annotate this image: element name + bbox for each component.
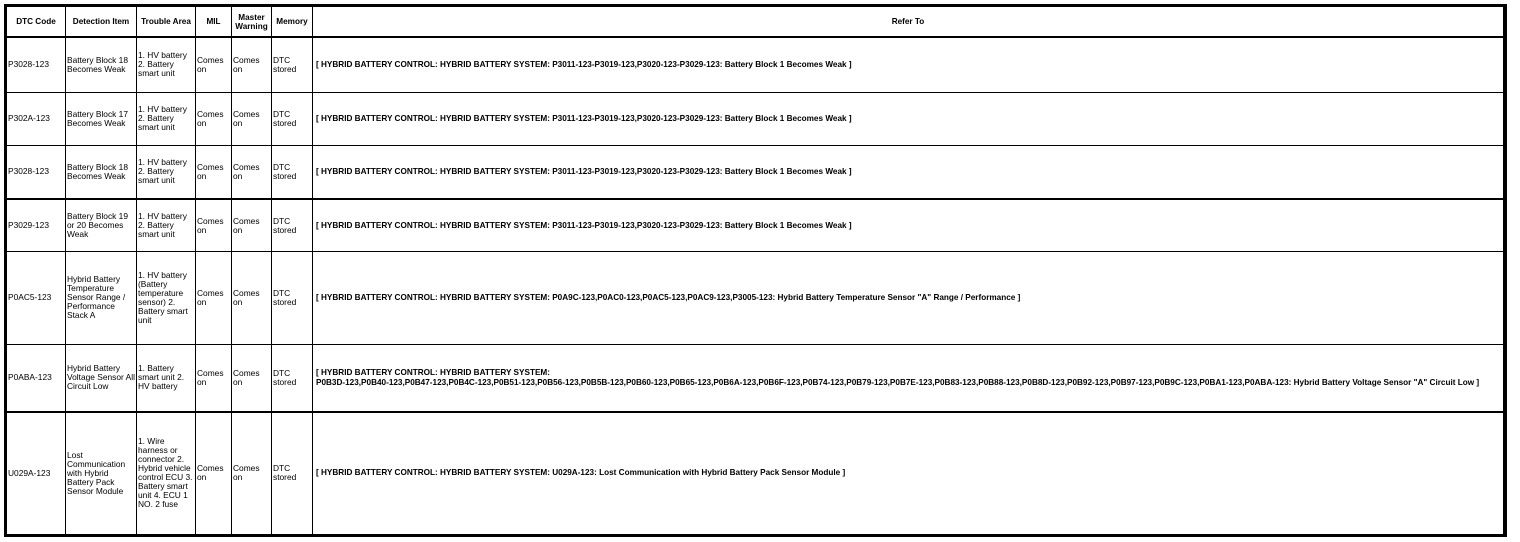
mil-cell: Comes on	[196, 344, 232, 412]
table-row	[7, 92, 1504, 145]
memory-cell: DTC stored	[272, 412, 313, 535]
memory-cell: DTC stored	[272, 252, 313, 344]
header-dtc-code: DTC Code	[7, 7, 66, 38]
trouble-area-cell: 1. Wire harness or connector 2. Hybrid vehicle control ECU 3. Battery smart unit 4. ECU 1 NO. 2 fuse	[137, 412, 196, 535]
table-row	[7, 344, 1504, 412]
trouble-area-cell: 1. HV battery 2. Battery smart unit	[137, 145, 196, 198]
mil-cell: Comes on	[196, 92, 232, 145]
memory-cell: DTC stored	[272, 37, 313, 92]
detection-item-cell: Battery Block 19 or 20 Becomes Weak	[66, 199, 137, 252]
refer-to-link[interactable]: [ HYBRID BATTERY CONTROL: HYBRID BATTERY SYSTEM: P0A9C-123,P0AC0-123,P0AC5-123,P0AC9-123,P3005-123: Hybrid Battery Temperature Sensor "A" Range / Performance ]	[316, 292, 1021, 302]
memory-cell: DTC stored	[272, 145, 313, 198]
table-row	[7, 199, 1504, 252]
dtc-code-cell: P3029-123	[7, 199, 66, 252]
dtc-code-cell: P0ABA-123	[7, 344, 66, 412]
dtc-code-cell: P302A-123	[7, 92, 66, 145]
refer-to-link[interactable]: [ HYBRID BATTERY CONTROL: HYBRID BATTERY SYSTEM: P3011-123-P3019-123,P3020-123-P3029-123: Battery Block 1 Becomes Weak ]	[316, 59, 852, 69]
master-warning-cell: Comes on	[232, 92, 272, 145]
detection-item-cell: Battery Block 18 Becomes Weak	[66, 145, 137, 198]
header-trouble-area: Trouble Area	[137, 7, 196, 38]
table-row	[7, 37, 1504, 92]
table-header-row	[7, 7, 1504, 38]
refer-to-link[interactable]: [ HYBRID BATTERY CONTROL: HYBRID BATTERY SYSTEM: P3011-123-P3019-123,P3020-123-P3029-123: Battery Block 1 Becomes Weak ]	[316, 113, 852, 123]
header-mil: MIL	[196, 7, 232, 38]
trouble-area-cell: 1. HV battery (Battery temperature sensor) 2. Battery smart unit	[137, 252, 196, 344]
detection-item-cell: Lost Communication with Hybrid Battery Pack Sensor Module	[66, 412, 137, 535]
table-row	[7, 145, 1504, 198]
dtc-table-frame	[4, 4, 1507, 537]
refer-to-link[interactable]: [ HYBRID BATTERY CONTROL: HYBRID BATTERY SYSTEM: P3011-123-P3019-123,P3020-123-P3029-123: Battery Block 1 Becomes Weak ]	[316, 220, 852, 230]
dtc-code-cell: P3028-123	[7, 145, 66, 198]
detection-item-cell: Hybrid Battery Temperature Sensor Range / Performance Stack A	[66, 252, 137, 344]
refer-to-cell	[313, 344, 1504, 412]
header-refer-to: Refer To	[313, 7, 1504, 38]
trouble-area-cell: 1. HV battery 2. Battery smart unit	[137, 199, 196, 252]
trouble-area-cell: 1. HV battery 2. Battery smart unit	[137, 37, 196, 92]
detection-item-cell: Hybrid Battery Voltage Sensor All Circuit Low	[66, 344, 137, 412]
trouble-area-cell: 1. Battery smart unit 2. HV battery	[137, 344, 196, 412]
master-warning-cell: Comes on	[232, 199, 272, 252]
refer-to-cell	[313, 37, 1504, 92]
header-detection-item: Detection Item	[66, 7, 137, 38]
mil-cell: Comes on	[196, 252, 232, 344]
master-warning-cell: Comes on	[232, 252, 272, 344]
refer-to-link-continued[interactable]: P0B3D-123,P0B40-123,P0B47-123,P0B4C-123,P0B51-123,P0B56-123,P0B5B-123,P0B60-123,P0B65-123,P0B6A-123,P0B6F-123,P0B74-123,P0B79-123,P0B7E-123,P0B83-123,P0B88-123,P0B8D-123,P0B92-123,P0B97-123,P0B9C-123,P0BA1-123,P0ABA-123: Hybrid Battery Voltage Sensor "A" Circuit Low ]	[316, 377, 1480, 387]
master-warning-cell: Comes on	[232, 344, 272, 412]
mil-cell: Comes on	[196, 199, 232, 252]
refer-to-cell	[313, 199, 1504, 252]
memory-cell: DTC stored	[272, 92, 313, 145]
mil-cell: Comes on	[196, 412, 232, 535]
detection-item-cell: Battery Block 17 Becomes Weak	[66, 92, 137, 145]
dtc-code-cell: U029A-123	[7, 412, 66, 535]
dtc-table	[6, 6, 1504, 535]
master-warning-cell: Comes on	[232, 37, 272, 92]
refer-to-link[interactable]: [ HYBRID BATTERY CONTROL: HYBRID BATTERY SYSTEM:	[316, 367, 550, 377]
master-warning-cell: Comes on	[232, 412, 272, 535]
refer-to-cell	[313, 412, 1504, 535]
mil-cell: Comes on	[196, 145, 232, 198]
header-memory: Memory	[272, 7, 313, 38]
refer-to-link[interactable]: [ HYBRID BATTERY CONTROL: HYBRID BATTERY SYSTEM: P3011-123-P3019-123,P3020-123-P3029-123: Battery Block 1 Becomes Weak ]	[316, 166, 852, 176]
refer-to-cell	[313, 252, 1504, 344]
memory-cell: DTC stored	[272, 344, 313, 412]
mil-cell: Comes on	[196, 37, 232, 92]
memory-cell: DTC stored	[272, 199, 313, 252]
dtc-code-cell: P0AC5-123	[7, 252, 66, 344]
detection-item-cell: Battery Block 18 Becomes Weak	[66, 37, 137, 92]
table-row	[7, 412, 1504, 535]
refer-to-cell	[313, 92, 1504, 145]
header-master-warning: Master Warning	[232, 7, 272, 38]
refer-to-cell	[313, 145, 1504, 198]
dtc-code-cell: P3028-123	[7, 37, 66, 92]
refer-to-link[interactable]: [ HYBRID BATTERY CONTROL: HYBRID BATTERY SYSTEM: U029A-123: Lost Communication with Hybrid Battery Pack Sensor Module ]	[316, 468, 846, 478]
master-warning-cell: Comes on	[232, 145, 272, 198]
table-row	[7, 252, 1504, 344]
trouble-area-cell: 1. HV battery 2. Battery smart unit	[137, 92, 196, 145]
